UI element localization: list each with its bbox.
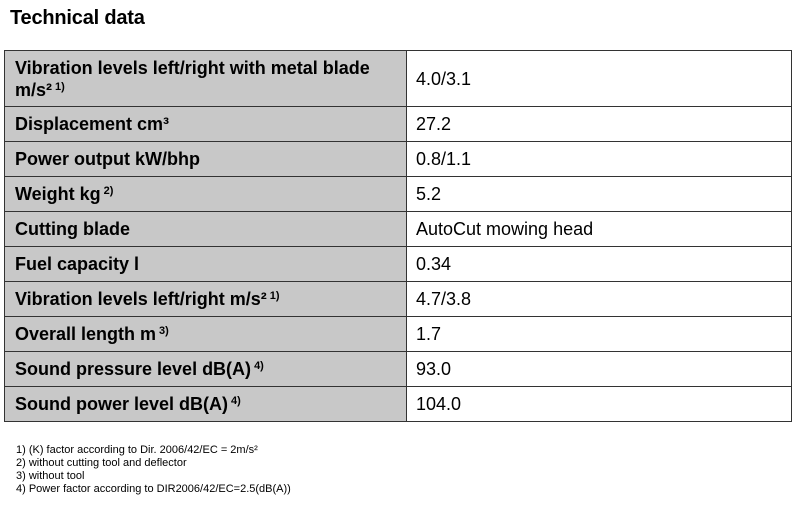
row-label bbox=[5, 247, 407, 282]
row-label-text: Displacement cm³ bbox=[15, 114, 170, 134]
row-label bbox=[5, 212, 407, 247]
row-label-text: Weight kg bbox=[15, 184, 101, 204]
row-label bbox=[5, 142, 407, 177]
row-label bbox=[5, 352, 407, 387]
footnote: 4) Power factor according to DIR2006/42/EC=2.5(dB(A)) bbox=[16, 483, 291, 495]
row-value: 1.7 bbox=[407, 317, 792, 352]
footnote-marker: 3) bbox=[159, 325, 169, 337]
footnotes bbox=[16, 444, 291, 496]
footnote-marker: 4) bbox=[231, 395, 241, 407]
row-label-text: Cutting blade bbox=[15, 219, 130, 239]
row-label bbox=[5, 387, 407, 422]
footnote-marker: 4) bbox=[254, 360, 264, 372]
row-value: 4.0/3.1 bbox=[407, 51, 792, 107]
row-label-text: Vibration levels left/right with metal blade m/s² bbox=[15, 57, 370, 100]
table-row bbox=[5, 282, 792, 317]
row-label-text: Overall length m bbox=[15, 324, 157, 344]
row-value: AutoCut mowing head bbox=[407, 212, 792, 247]
table-row bbox=[5, 212, 792, 247]
row-label bbox=[5, 317, 407, 352]
table-row bbox=[5, 107, 792, 142]
row-label-text: Sound power level dB(A) bbox=[15, 394, 229, 414]
table-row bbox=[5, 142, 792, 177]
row-value: 104.0 bbox=[407, 387, 792, 422]
footnote: 2) without cutting tool and deflector bbox=[16, 457, 187, 469]
footnote: 1) (K) factor according to Dir. 2006/42/EC = 2m/s² bbox=[16, 444, 258, 456]
table-row bbox=[5, 247, 792, 282]
row-value: 0.8/1.1 bbox=[407, 142, 792, 177]
footnote-marker: 2) bbox=[103, 185, 114, 197]
table-row bbox=[5, 177, 792, 212]
table-row bbox=[5, 317, 792, 352]
table-row bbox=[5, 51, 792, 107]
row-label bbox=[5, 51, 407, 107]
row-label bbox=[5, 282, 407, 317]
technical-data-table bbox=[4, 50, 792, 422]
row-value: 0.34 bbox=[407, 247, 792, 282]
row-label-text: Sound pressure level dB(A) bbox=[15, 359, 252, 379]
footnote-marker: 1) bbox=[269, 290, 280, 302]
row-value: 27.2 bbox=[407, 107, 792, 142]
table-row bbox=[5, 352, 792, 387]
row-value: 4.7/3.8 bbox=[407, 282, 792, 317]
row-value: 5.2 bbox=[407, 177, 792, 212]
row-label-text: Power output kW/bhp bbox=[15, 149, 200, 169]
footnote-marker: 1) bbox=[55, 80, 65, 93]
row-label bbox=[5, 107, 407, 142]
table-row bbox=[5, 387, 792, 422]
page-title: Technical data bbox=[10, 7, 145, 29]
row-label bbox=[5, 177, 407, 212]
footnote: 3) without tool bbox=[16, 470, 85, 482]
row-label-text: Fuel capacity l bbox=[15, 254, 140, 274]
row-label-text: Vibration levels left/right m/s² bbox=[15, 289, 267, 309]
row-value: 93.0 bbox=[407, 352, 792, 387]
